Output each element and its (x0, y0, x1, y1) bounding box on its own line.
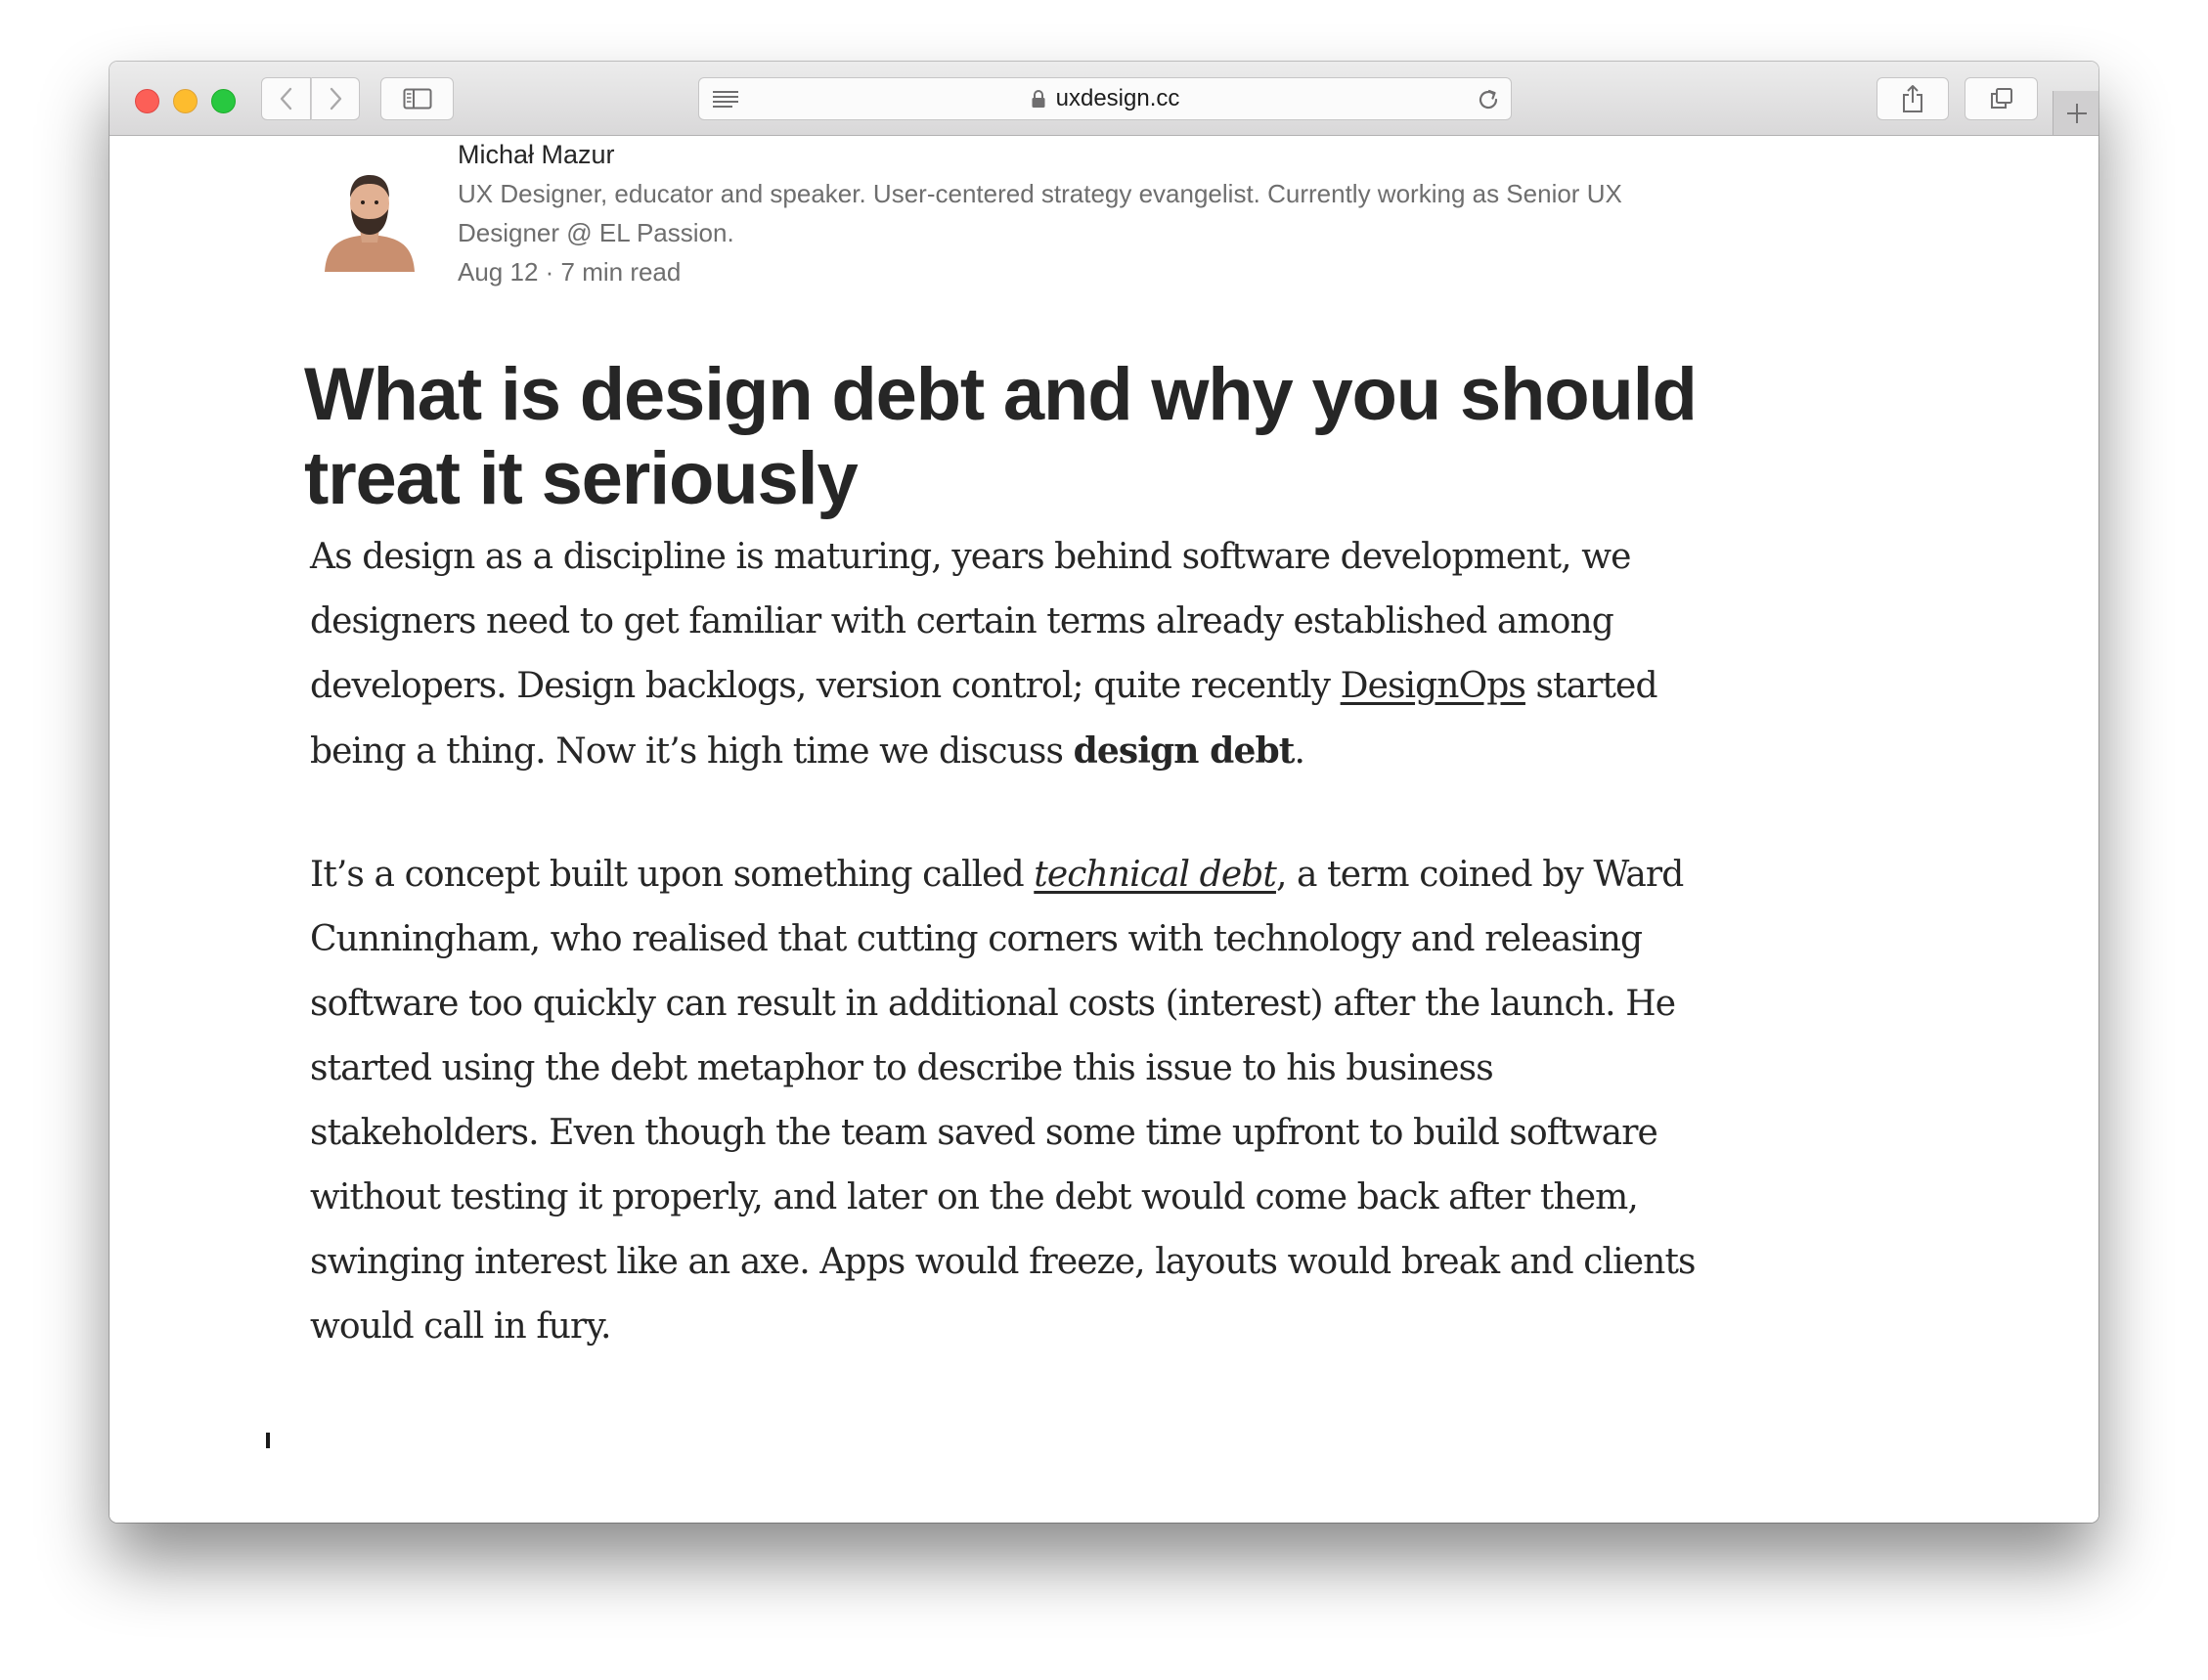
article-paragraph (310, 525, 1699, 784)
chevron-left-icon (279, 87, 294, 111)
article-meta: Aug 12 · 7 min read (458, 257, 682, 287)
paragraph-text: It’s a concept built upon something called (310, 855, 1035, 895)
chevron-right-icon (328, 87, 343, 111)
author-name[interactable]: Michał Mazur (458, 140, 615, 169)
show-all-tabs-button[interactable] (1965, 77, 2038, 120)
new-tab-button[interactable] (2053, 91, 2098, 135)
paragraph-text: , a term coined by Ward Cunningham, who realised that cutting corners with technology and releasing software too quickly can result in additional costs (interest) after the launch. He started using the debt metaphor to describe this issue to his business stakeholders. Even though the team saved some time upfront to build software without testing it properly, and later on the debt would come back after them, swinging interest like an axe. Apps would freeze, layouts would break and clients would call in fury. (310, 855, 1696, 1347)
paragraph-text: started being a thing. Now it’s high time we discuss (310, 666, 1657, 772)
reload-icon[interactable] (1476, 87, 1501, 112)
url-text: uxdesign.cc (1055, 85, 1180, 111)
designops-link[interactable]: DesignOps (1340, 666, 1525, 706)
author-bio: UX Designer, educator and speaker. User-centered strategy evangelist. Currently working as Senior UX Designer @ EL Passion. (458, 179, 1622, 247)
paragraph-text: As design as a discipline is maturing, years behind software development, we designers need to get familiar with certain terms already established among developers. Design backlogs, version control; quite recently (310, 537, 1631, 706)
address-bar[interactable] (698, 77, 1512, 120)
text-cursor (266, 1433, 270, 1448)
minimize-window-button[interactable] (173, 89, 198, 113)
share-icon (1901, 84, 1924, 113)
close-window-button[interactable] (135, 89, 159, 113)
share-button[interactable] (1877, 77, 1949, 120)
author-block (458, 135, 1827, 291)
maximize-window-button[interactable] (211, 89, 236, 113)
author-avatar[interactable] (321, 158, 419, 272)
article-title: What is design debt and why you should treat it seriously (304, 353, 1697, 520)
technical-debt-link[interactable]: technical debt (1034, 855, 1276, 895)
lock-icon (1031, 89, 1046, 109)
sidebar-toggle-button[interactable] (380, 77, 454, 120)
url-display (699, 78, 1511, 119)
plus-icon (2065, 102, 2089, 125)
paragraph-text: . (1294, 731, 1305, 772)
back-button[interactable] (261, 77, 311, 120)
bold-text: design debt (1073, 730, 1295, 772)
tabs-overview-icon (1989, 87, 2014, 111)
article-paragraph (310, 843, 1699, 1359)
browser-toolbar (110, 62, 2098, 136)
sidebar-icon (403, 88, 432, 110)
forward-button[interactable] (311, 77, 360, 120)
